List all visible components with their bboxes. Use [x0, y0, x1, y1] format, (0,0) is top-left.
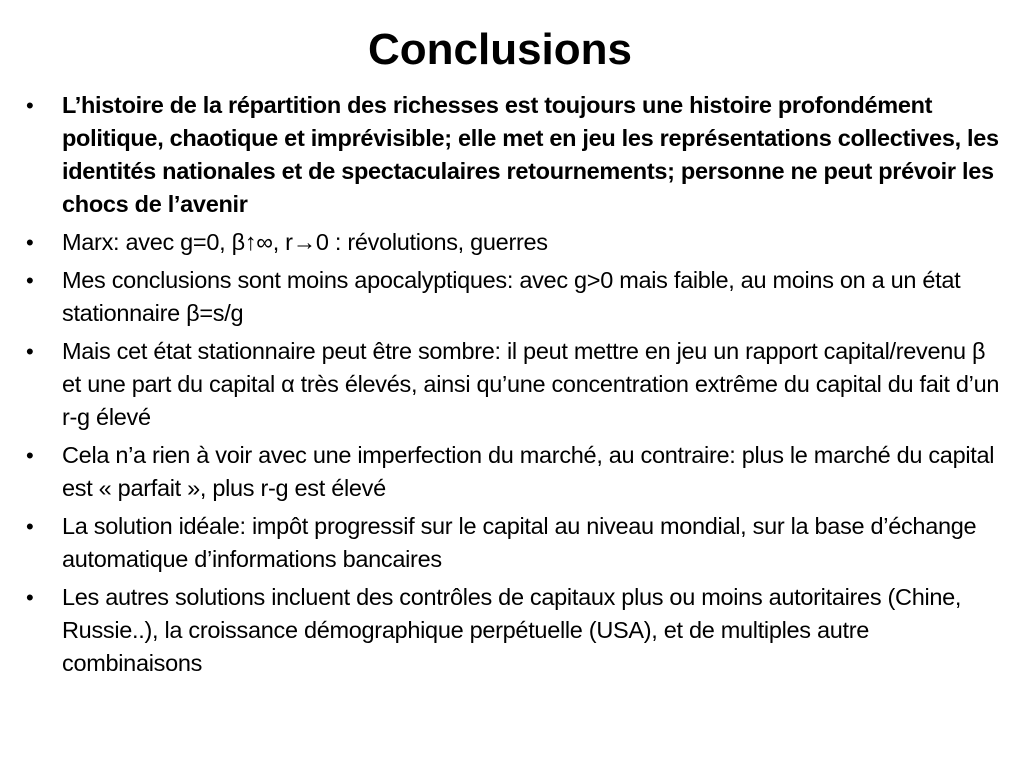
bullet-item — [26, 439, 1006, 505]
bullet-text: Cela n’a rien à voir avec une imperfection du marché, au contraire: plus le marché du capital est « parfait », plus r-g est élevé — [62, 442, 995, 501]
bullet-item — [26, 581, 1006, 680]
slide-title: Conclusions — [367, 25, 633, 74]
bullet-item — [26, 89, 1006, 221]
bullet-dot-icon: • — [26, 443, 34, 468]
bullet-item — [26, 226, 1006, 259]
bullet-text: Mes conclusions sont moins apocalyptiques: avec g>0 mais faible, au moins on a un état stationnaire β=s/g — [62, 267, 961, 326]
bullet-item — [26, 264, 1006, 330]
bullet-list — [26, 89, 1006, 685]
bullet-dot-icon: • — [26, 514, 34, 539]
bullet-text: Mais cet état stationnaire peut être sombre: il peut mettre en jeu un rapport capital/revenu β et une part du capital α très élevés, ainsi qu’une concentration extrême du capital du fait d’un r-g élevé — [62, 338, 1000, 430]
bullet-item — [26, 335, 1006, 434]
bullet-dot-icon: • — [26, 339, 34, 364]
bullet-item — [26, 510, 1006, 576]
bullet-text: L’histoire de la répartition des richesses est toujours une histoire profondément politique, chaotique et imprévisible; elle met en jeu les représentations collectives, les identités nationales et de spectaculaires retournements; personne ne peut prévoir les chocs de l’avenir — [62, 92, 999, 217]
bullet-dot-icon: • — [26, 585, 34, 610]
bullet-dot-icon: • — [26, 93, 34, 118]
bullet-dot-icon: • — [26, 268, 34, 293]
bullet-dot-icon: • — [26, 230, 34, 255]
bullet-text: Marx: avec g=0, β↑∞, r→0 : révolutions, guerres — [62, 229, 548, 255]
bullet-text: La solution idéale: impôt progressif sur le capital au niveau mondial, sur la base d’échange automatique d’informations bancaires — [62, 513, 977, 572]
bullet-text: Les autres solutions incluent des contrôles de capitaux plus ou moins autoritaires (Chine, Russie..), la croissance démographique perpétuelle (USA), et de multiples autre combinaisons — [62, 584, 962, 676]
